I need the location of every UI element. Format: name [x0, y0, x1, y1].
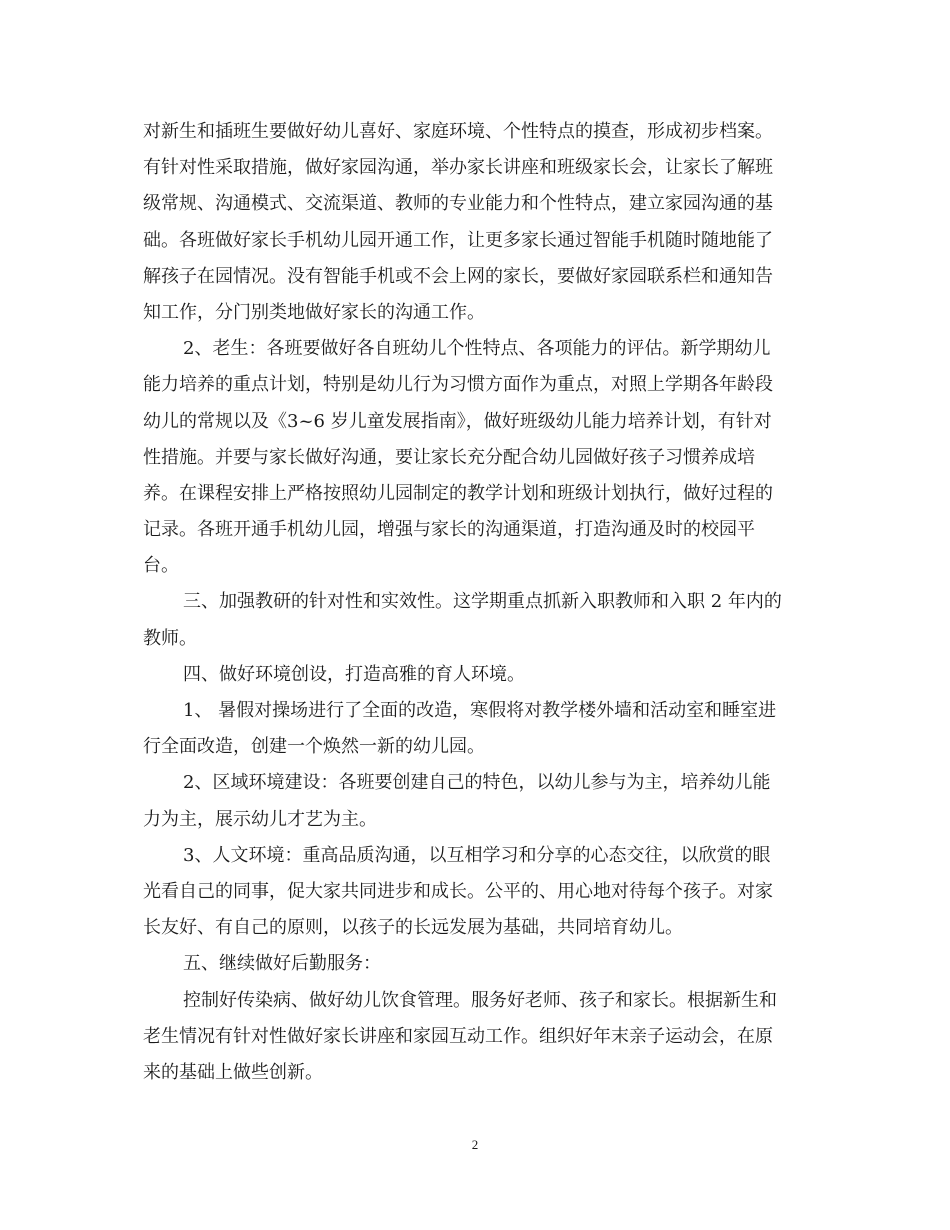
text-line: 能力培养的重点计划，特别是幼儿行为习惯方面作为重点，对照上学期各年龄段: [143, 374, 773, 396]
text-line: 2、老生：各班要做好各自班幼儿个性特点、各项能力的评估。新学期幼儿: [183, 338, 771, 360]
text-line: 五、继续做好后勤服务：: [183, 953, 381, 975]
text-line: 养。在课程安排上严格按照幼儿园制定的教学计划和班级计划执行，做好过程的: [143, 482, 773, 504]
text-line: 有针对性采取措施，做好家园沟通，举办家长讲座和班级家长会，让家长了解班: [143, 157, 773, 179]
text-line: 四、做好环境创设，打造高雅的育人环境。: [183, 663, 525, 685]
text-line: 3、人文环境：重高品质沟通，以互相学习和分享的心态交往，以欣赏的眼: [183, 844, 771, 866]
text-line: 1、 暑假对操场进行了全面的改造，寒假将对教学楼外墙和活动室和睡室进: [183, 700, 777, 721]
text-line: 三、加强教研的针对性和实效性。这学期重点抓新入职教师和入职 2 年内的: [183, 591, 782, 613]
text-line: 础。各班做好家长手机幼儿园开通工作，让更多家长通过智能手机随时随地能了: [143, 229, 773, 251]
text-line: 知工作，分门别类地做好家长的沟通工作。: [143, 301, 485, 323]
text-line: 控制好传染病、做好幼儿饮食管理。服务好老师、孩子和家长。根据新生和: [183, 989, 777, 1011]
document-body: [143, 114, 807, 1091]
page-number: 2: [471, 1137, 479, 1152]
text-line: 2、区域环境建设：各班要创建自己的特色，以幼儿参与为主，培养幼儿能: [183, 772, 771, 794]
text-line: 来的基础上做些创新。: [143, 1061, 323, 1083]
text-line: 解孩子在园情况。没有智能手机或不会上网的家长，要做好家园联系栏和通知告: [143, 265, 773, 287]
text-line: 对新生和插班生要做好幼儿喜好、家庭环境、个性特点的摸查，形成初步档案。: [143, 121, 773, 142]
text-line: 记录。各班开通手机幼儿园，增强与家长的沟通渠道，打造沟通及时的校园平: [143, 519, 755, 541]
text-line: 长友好、有自己的原则，以孩子的长远发展为基础，共同培育幼儿。: [143, 917, 683, 939]
text-line: 教师。: [143, 627, 197, 649]
text-line: 台。: [143, 555, 179, 577]
text-line: 性措施。并要与家长做好沟通，要让家长充分配合幼儿园做好孩子习惯养成培: [143, 446, 755, 468]
text-line: 行全面改造，创建一个焕然一新的幼儿园。: [143, 736, 485, 758]
text-line: 光看自己的同事，促大家共同进步和成长。公平的、用心地对待每个孩子。对家: [143, 880, 773, 902]
text-line: 老生情况有针对性做好家长讲座和家园互动工作。组织好年末亲子运动会，在原: [143, 1025, 773, 1047]
text-line: 力为主，展示幼儿才艺为主。: [143, 808, 377, 830]
text-line: 幼儿的常规以及《3~6 岁儿童发展指南》，做好班级幼儿能力培养计划，有针对: [143, 410, 772, 432]
text-line: 级常规、沟通模式、交流渠道、教师的专业能力和个性特点，建立家园沟通的基: [143, 193, 773, 215]
